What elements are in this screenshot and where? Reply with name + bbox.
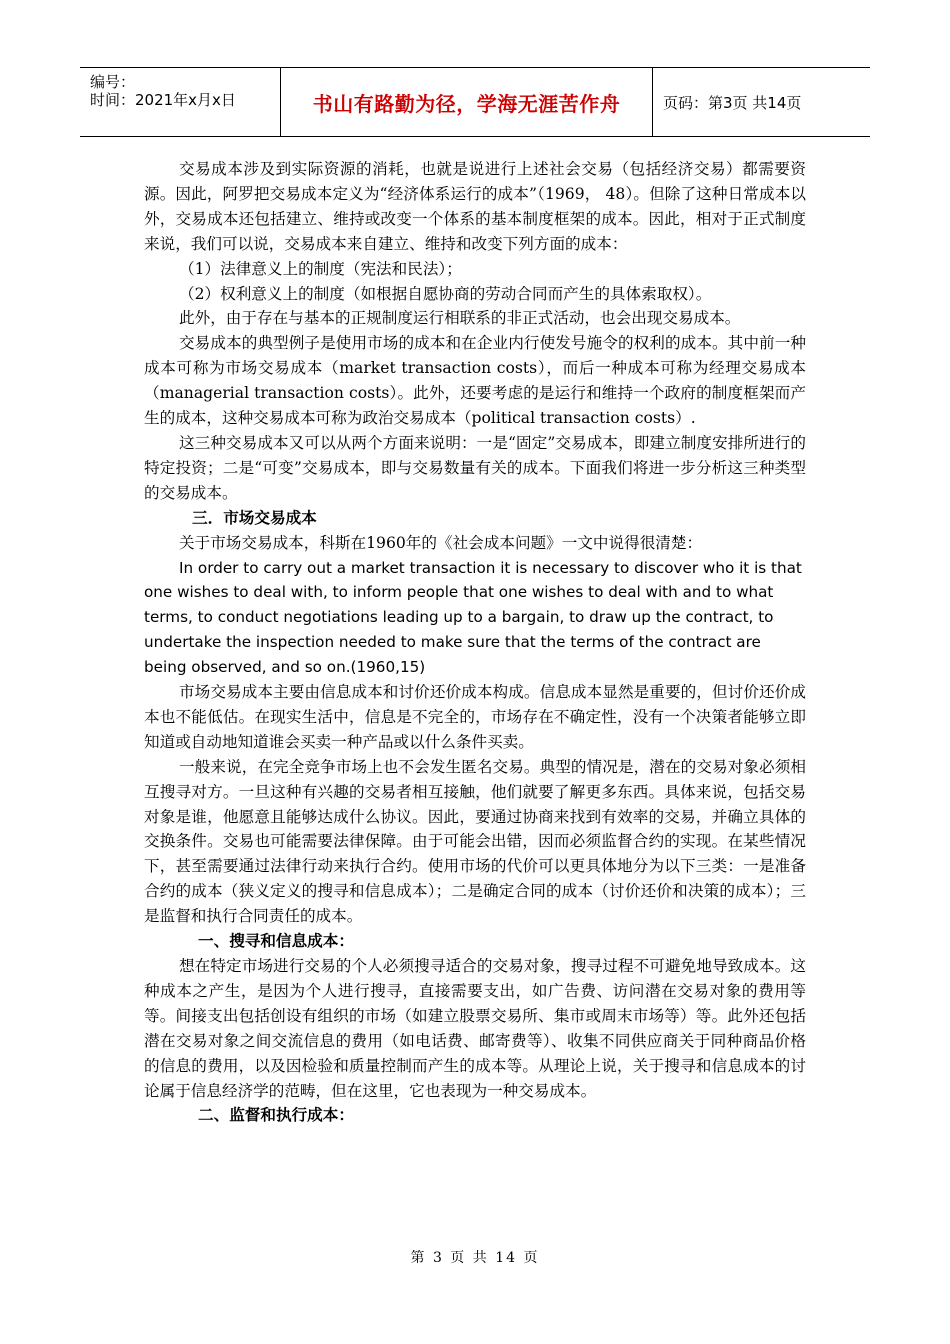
paragraph-5: 交易成本的典型例子是使用市场的成本和在企业内行使发号施令的权利的成本。其中前一种成本可称为市场交易成本（market transaction costs），而后一种成本可称为经理交易成本（managerial transaction costs）。此外，还要考虑的是运行和维持一个政府的制度框架而产生的成本，这种交易成本可称为政治交易成本（political transaction costs）. <box>144 334 806 428</box>
header-page-label: 页码：第3页 共14页 <box>663 93 802 112</box>
paragraph-11: 想在特定市场进行交易的个人必须搜寻适合的交易对象，搜寻过程不可避免地导致成本。这种成本之产生，是因为个人进行搜寻，直接需要支出，如广告费、访问潜在交易对象的费用等等。间接支出包括创设有组织的市场（如建立股票交易所、集市或周末市场等）等。此外还包括潜在交易对象之间交流信息的费用（如电话费、邮寄费等）、收集不同供应商关于同种商品价格的信息的费用，以及因检验和质量控制而产生的成本等。从理论上说，关于搜寻和信息成本的讨论属于信息经济学的范畴，但在这里，它也表现为一种交易成本。 <box>144 957 806 1100</box>
section-heading-market: 三．市场交易成本 <box>192 507 317 527</box>
english-quote: In order to carry out a market transaction it is necessary to discover who it is that one wishes to deal with, to inform people that one wishes to deal with and to what terms, to conduct negotiations leading up to a bargain, to draw up the contract, to undertake the inspection needed to make sure that the terms of the contract are being observed, and so on.(1960,15) <box>144 558 802 677</box>
header-motto: 书山有路勤为径，学海无涯苦作舟 <box>280 68 653 136</box>
header-meta <box>80 68 280 136</box>
subheading-monitor-enforce: 二、监督和执行成本： <box>198 1105 354 1125</box>
subheading-search-info: 一、搜寻和信息成本： <box>198 931 354 951</box>
page-footer: 第 3 页 共 14 页 <box>410 1250 540 1266</box>
paragraph-2: （1）法律意义上的制度（宪法和民法）； <box>179 259 462 278</box>
header-number-label: 编号： <box>90 73 136 91</box>
header-date-label: 时间：2021年x月x日 <box>90 91 236 109</box>
paragraph-6: 这三种交易成本又可以从两个方面来说明：一是“固定”交易成本，即建立制度安排所进行的特定投资；二是“可变”交易成本，即与交易数量有关的成本。下面我们将进一步分析这三种类型的交易成本。 <box>144 433 806 502</box>
document-body <box>144 157 806 1128</box>
paragraph-10: 一般来说，在完全竞争市场上也不会发生匿名交易。典型的情况是，潜在的交易对象必须相互搜寻对方。一旦这种有兴趣的交易者相互接触，他们就要了解更多东西。具体来说，包括交易对象是谁，他愿意且能够达成什么协议。因此，要通过协商来找到有效率的交易，并确立具体的交换条件。交易也可能需要法律保障。由于可能会出错，因而必须监督合约的实现。在某些情况下，甚至需要通过法律行动来执行合约。使用市场的代价可以更具体地分为以下三类：一是准备合约的成本（狭义定义的搜寻和信息成本）；二是确定合同的成本（讨价还价和决策的成本）；三是监督和执行合同责任的成本。 <box>144 757 806 926</box>
paragraph-3: （2）权利意义上的制度（如根据自愿协商的劳动合同而产生的具体索取权）。 <box>179 284 712 303</box>
paragraph-9: 市场交易成本主要由信息成本和讨价还价成本构成。信息成本显然是重要的，但讨价还价成本也不能低估。在现实生活中，信息是不完全的，市场存在不确定性，没有一个决策者能够立即知道或自动地知道谁会买卖一种产品或以什么条件买卖。 <box>144 683 806 751</box>
paragraph-7: 关于市场交易成本，科斯在1960年的《社会成本问题》一文中说得很清楚： <box>179 533 703 552</box>
paragraph-4: 此外，由于存在与基本的正规制度运行相联系的非正式活动，也会出现交易成本。 <box>179 309 741 328</box>
page-header <box>80 67 870 137</box>
paragraph-1: 交易成本涉及到实际资源的消耗，也就是说进行上述社会交易（包括经济交易）都需要资源。因此，阿罗把交易成本定义为“经济体系运行的成本”（1969， 48）。但除了这种日常成本以外，交易成本还包括建立、维持或改变一个体系的基本制度框架的成本。因此，相对于正式制度来说，我们可以说，交易成本来自建立、维持和改变下列方面的成本： <box>144 160 806 253</box>
